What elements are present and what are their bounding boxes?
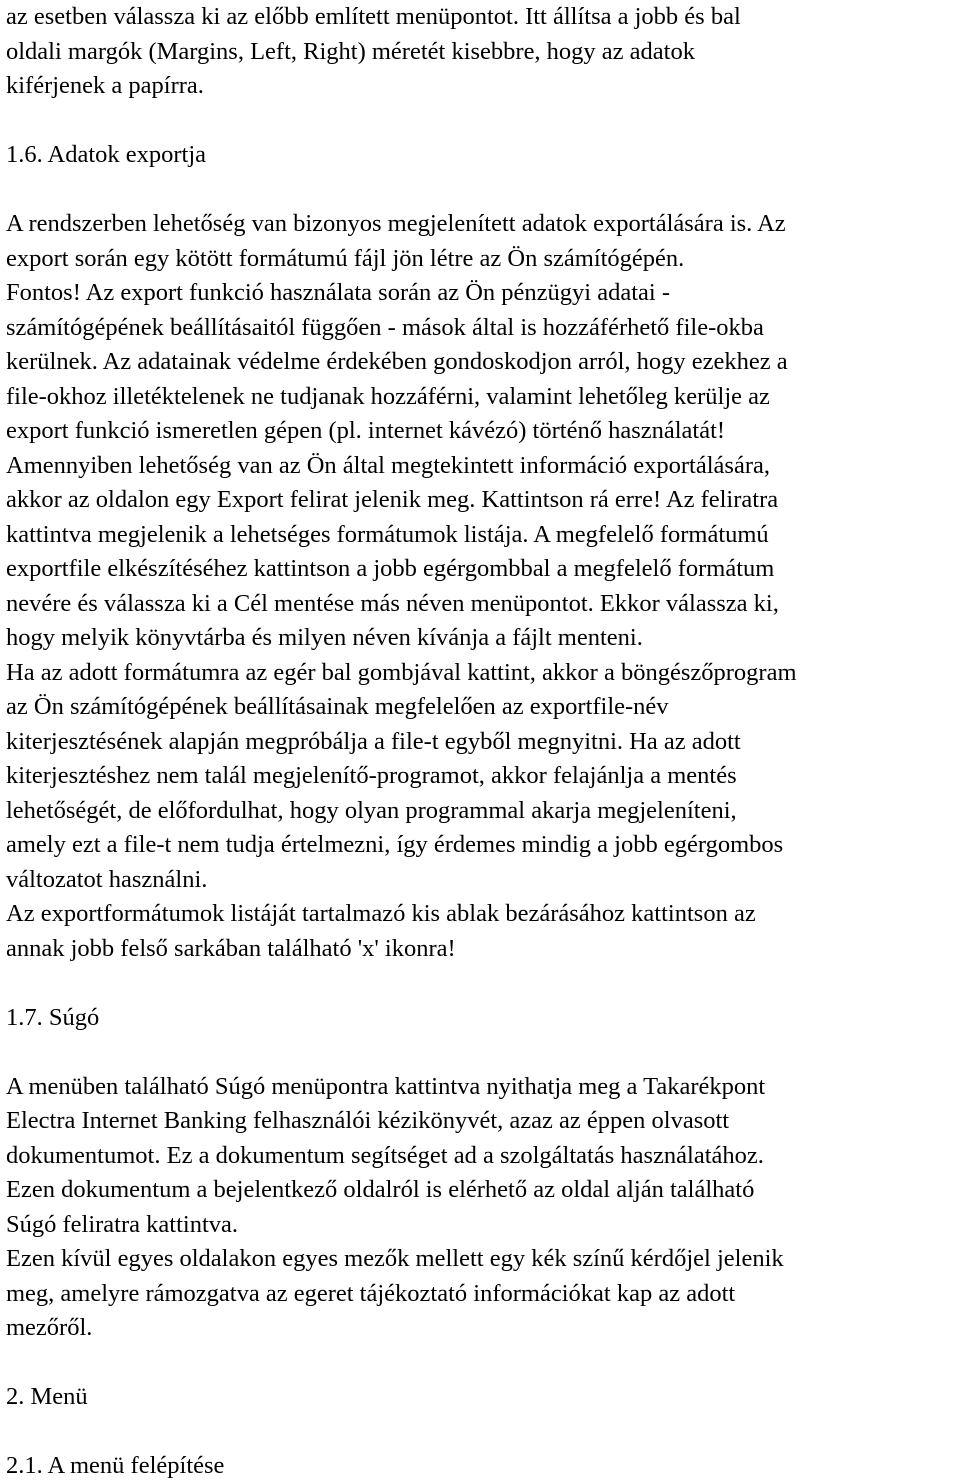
section-heading-2-1: 2.1. A menü felépítése bbox=[6, 1452, 225, 1479]
text-line: dokumentumot. Ez a dokumentum segítséget ad a szolgáltatás használatához. bbox=[6, 1141, 764, 1169]
text-line: az Ön számítógépének beállításainak megfelelően az exportfile-név bbox=[6, 693, 669, 720]
text-line: annak jobb felső sarkában található 'x' ikonra! bbox=[6, 934, 456, 962]
intro-paragraph bbox=[6, 0, 958, 104]
text-line: exportfile elkészítéséhez kattintson a jobb egérgombbal a megfelelő formátum bbox=[6, 555, 775, 582]
text-line: A rendszerben lehetőség van bizonyos megjelenített adatok exportálására is. Az bbox=[6, 210, 786, 237]
text-line: Amennyiben lehetőség van az Ön által megtekintett információ exportálására, bbox=[6, 451, 770, 479]
text-line: A menüben található Súgó menüpontra kattintva nyithatja meg a Takarékpont bbox=[6, 1072, 766, 1100]
text-line: számítógépének beállításaitól függően - mások által is hozzáférhető file-okba bbox=[6, 313, 764, 341]
text-line: Electra Internet Banking felhasználói kézikönyvét, azaz az éppen olvasott bbox=[6, 1107, 730, 1134]
text-line: kiterjesztésének alapján megpróbálja a file-t egyből megnyitni. Ha az adott bbox=[6, 727, 741, 755]
text-line: az esetben válassza ki az előbb említett menüpontot. Itt állítsa a jobb és bal bbox=[6, 3, 741, 30]
blank-line bbox=[6, 1415, 958, 1450]
text-line: lehetőségét, de előfordulhat, hogy olyan programmal akarja megjeleníteni, bbox=[6, 796, 737, 824]
text-line: Az exportformátumok listáját tartalmazó kis ablak bezárásához kattintson az bbox=[6, 900, 756, 927]
blank-line bbox=[6, 1035, 958, 1070]
section-1-6-body bbox=[6, 207, 958, 966]
text-line: kiterjesztéshez nem talál megjelenítő-programot, akkor felajánlja a mentés bbox=[6, 762, 737, 789]
text-line: kattintva megjelenik a lehetséges formátumok listája. A megfelelő formátumú bbox=[6, 520, 769, 548]
text-line: kiférjenek a papírra. bbox=[6, 72, 204, 99]
text-line: hogy melyik könyvtárba és milyen néven kívánja a fájlt menteni. bbox=[6, 624, 643, 651]
text-line: Ezen kívül egyes oldalakon egyes mezők mellett egy kék színű kérdőjel jelenik bbox=[6, 1245, 784, 1272]
document-page bbox=[6, 0, 958, 1484]
section-heading-1-7: 1.7. Súgó bbox=[6, 1003, 100, 1031]
text-line: meg, amelyre rámozgatva az egeret tájékoztató információkat kap az adott bbox=[6, 1279, 736, 1307]
text-line: Ha az adott formátumra az egér bal gombjával kattint, akkor a böngészőprogram bbox=[6, 658, 797, 686]
blank-line bbox=[6, 966, 958, 1001]
text-line: oldali margók (Margins, Left, Right) méretét kisebbre, hogy az adatok bbox=[6, 37, 695, 65]
text-line: export során egy kötött formátumú fájl jön létre az Ön számítógépén. bbox=[6, 244, 685, 272]
text-line: file-okhoz illetéktelenek ne tudjanak hozzáférni, valamint lehetőleg kerülje az bbox=[6, 382, 770, 410]
text-line: Ezen dokumentum a bejelentkező oldalról is elérhető az oldal alján található bbox=[6, 1176, 755, 1203]
blank-line bbox=[6, 173, 958, 208]
section-heading-2: 2. Menü bbox=[6, 1383, 88, 1410]
text-line: Súgó feliratra kattintva. bbox=[6, 1210, 238, 1238]
text-line: kerülnek. Az adatainak védelme érdekében gondoskodjon arról, hogy ezekhez a bbox=[6, 348, 788, 375]
blank-line bbox=[6, 104, 958, 139]
text-line: változatot használni. bbox=[6, 865, 208, 893]
text-line: mezőről. bbox=[6, 1314, 93, 1341]
text-line: export funkció ismeretlen gépen (pl. internet kávézó) történő használatát! bbox=[6, 417, 726, 444]
text-line: Fontos! Az export funkció használata során az Ön pénzügyi adatai - bbox=[6, 279, 671, 306]
text-line: nevére és válassza ki a Cél mentése más néven menüpontot. Ekkor válassza ki, bbox=[6, 589, 779, 617]
text-line: amely ezt a file-t nem tudja értelmezni, így érdemes mindig a jobb egérgombos bbox=[6, 831, 784, 858]
text-line: akkor az oldalon egy Export felirat jelenik meg. Kattintson rá erre! Az feliratra bbox=[6, 486, 779, 513]
section-1-7-body bbox=[6, 1070, 958, 1346]
section-heading-1-6: 1.6. Adatok exportja bbox=[6, 141, 207, 168]
blank-line bbox=[6, 1346, 958, 1381]
